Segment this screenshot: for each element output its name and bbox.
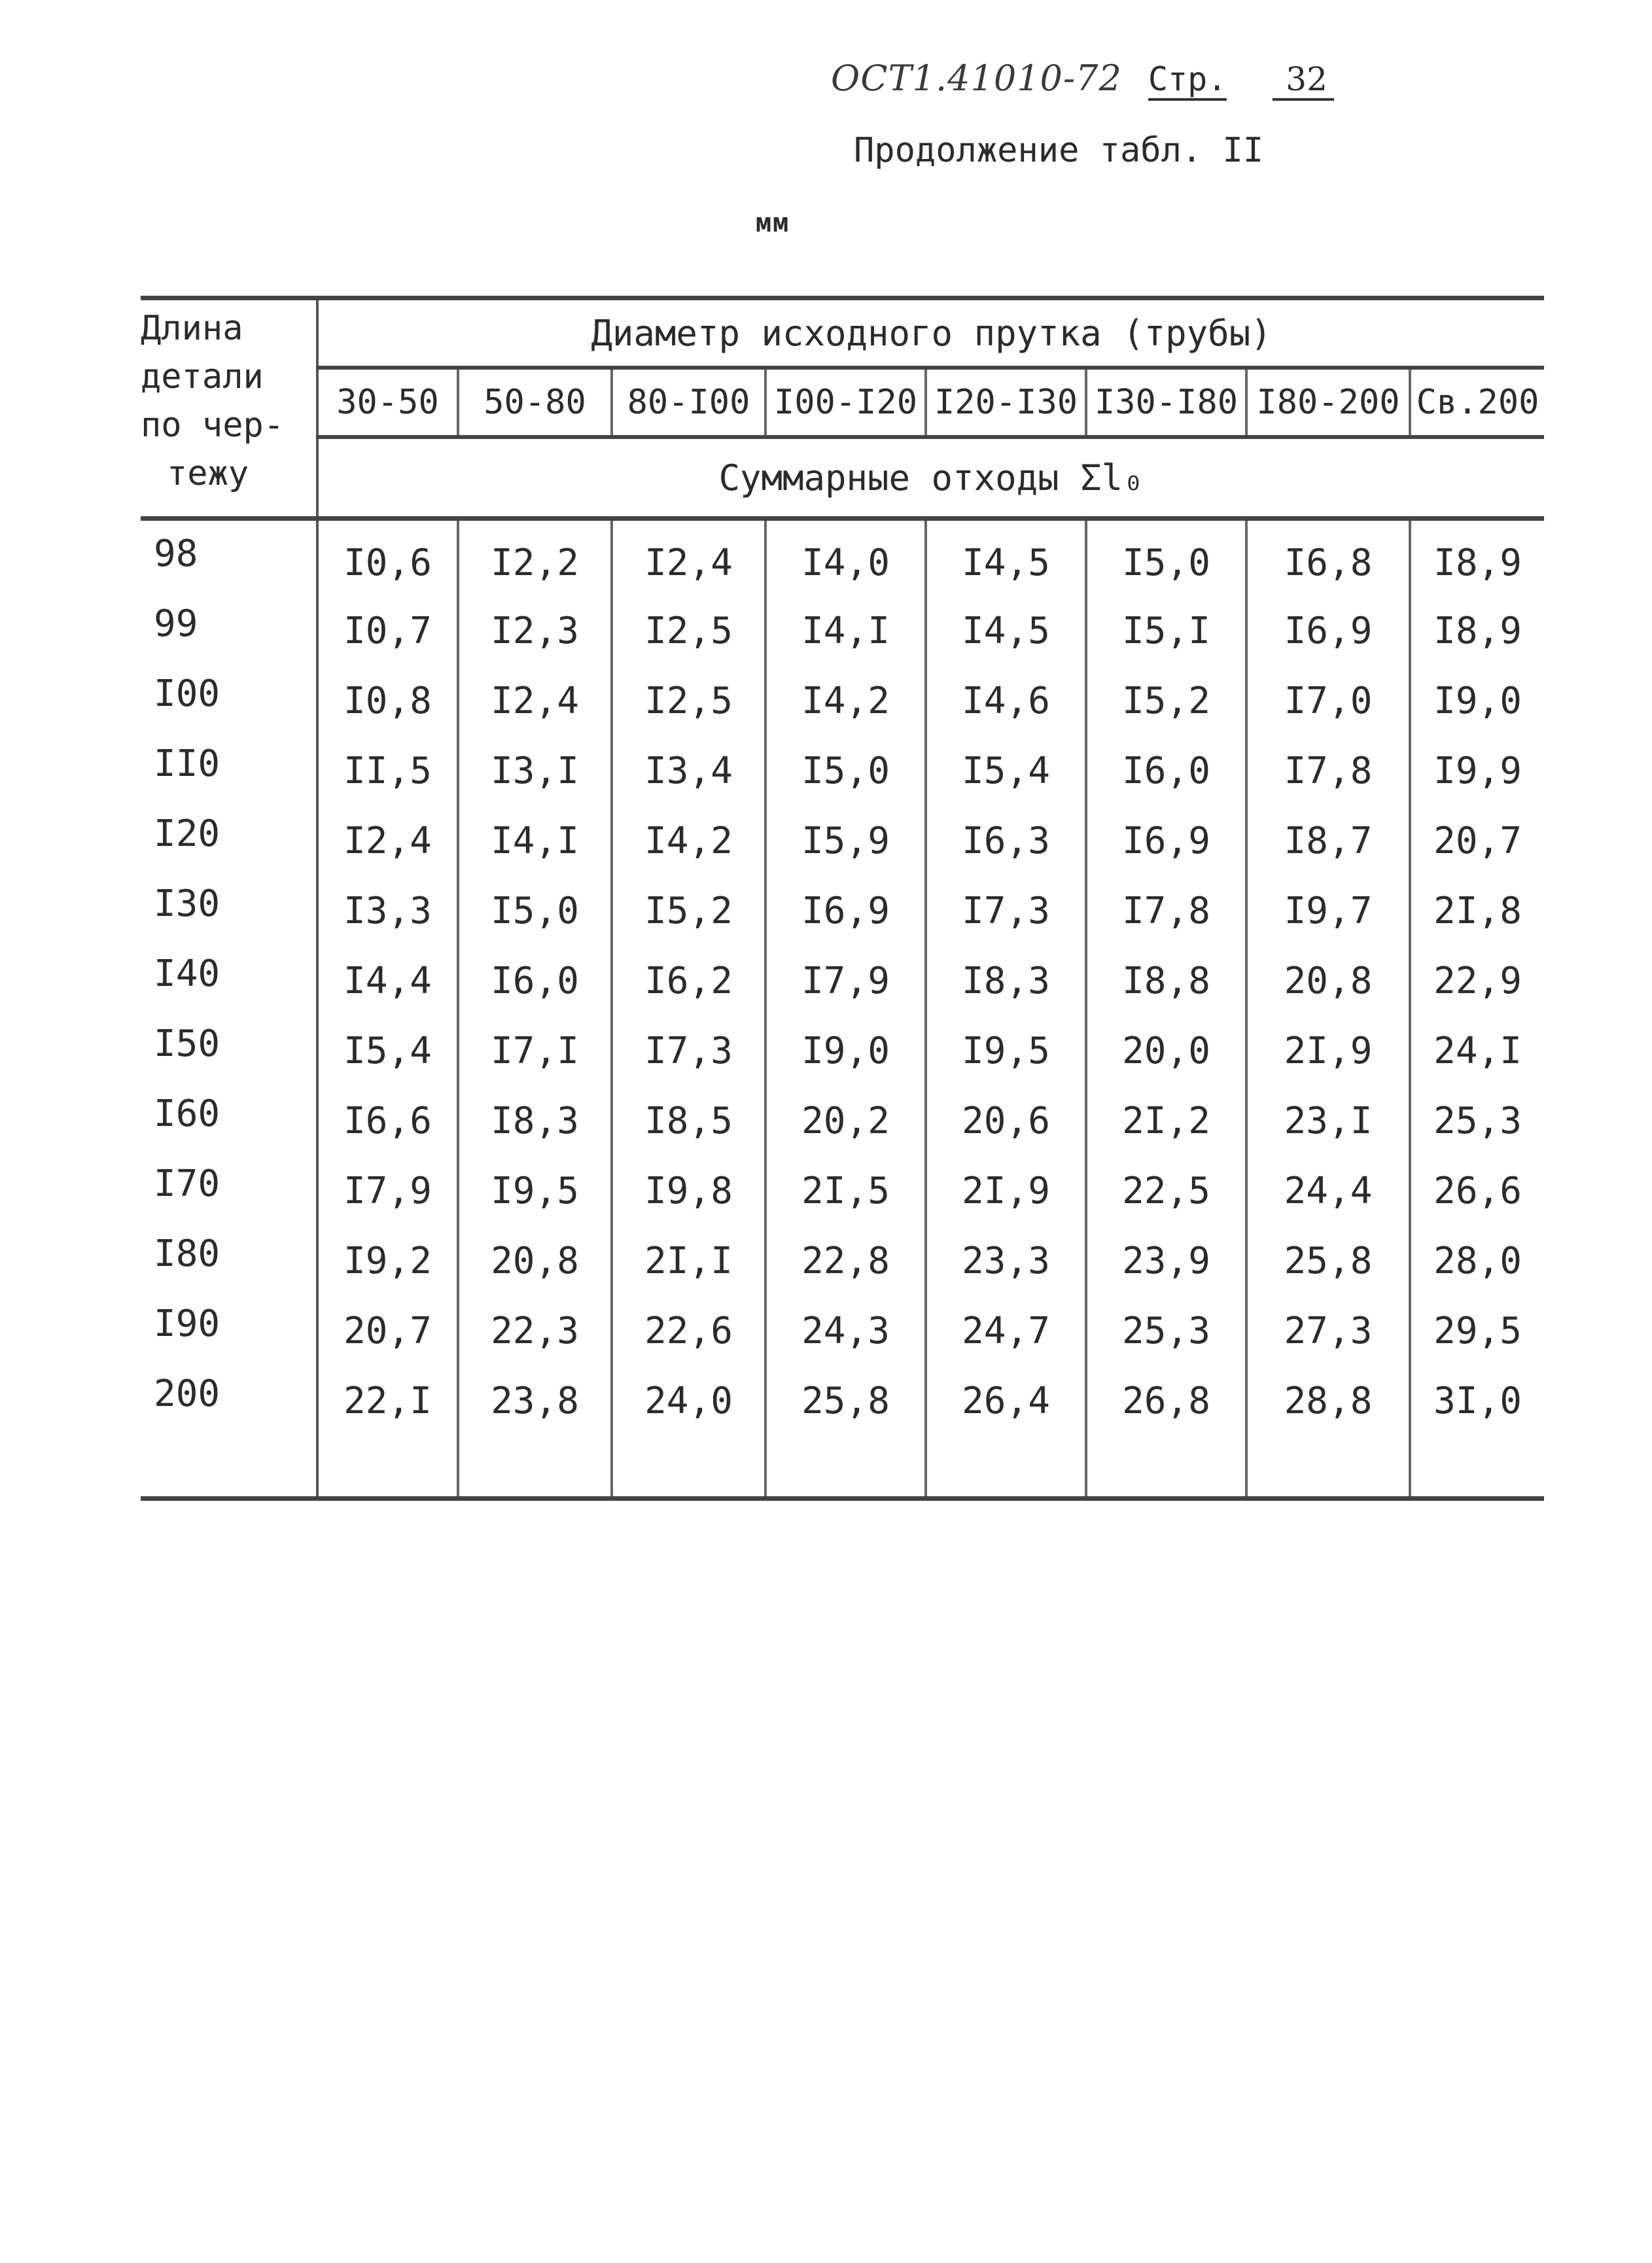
range-header: I80-200: [1246, 368, 1410, 437]
range-header: Св.200: [1410, 368, 1544, 437]
waste-value-cell: 22,I: [317, 1366, 458, 1436]
waste-value-cell: I9,0: [1433, 680, 1522, 722]
waste-value-cell: 24,I: [1433, 1030, 1522, 1072]
waste-value-cell: I7,0: [1246, 666, 1410, 736]
waste-value-cell: I5,I: [1086, 596, 1246, 666]
waste-value-cell: I5,2: [612, 876, 765, 946]
empty-cell: [141, 1436, 317, 1499]
empty-cell: [926, 1436, 1086, 1499]
range-header: I00-I20: [765, 368, 926, 437]
waste-value-cell: I7,8: [1086, 876, 1246, 946]
empty-cell: [765, 1436, 926, 1499]
waste-value-cell: I2,3: [458, 596, 612, 666]
waste-value-cell: I9,9: [1433, 750, 1522, 792]
waste-value-cell: 2I,9: [1246, 1016, 1410, 1086]
empty-cell: [317, 1436, 458, 1499]
part-length-cell: I50: [141, 1016, 317, 1086]
range-header: I20-I30: [926, 368, 1086, 437]
document-code: ОСТ1.41010-72: [831, 58, 1122, 99]
table-row: [141, 1016, 1544, 1086]
waste-value-cell: I2,4: [612, 519, 765, 597]
waste-value-cell: I4,2: [765, 666, 926, 736]
waste-value-cell: 20,2: [765, 1086, 926, 1156]
part-length-cell: I00: [141, 666, 317, 736]
length-header-line: Длина: [141, 309, 243, 348]
waste-value-cell: 2I,9: [926, 1156, 1086, 1226]
waste-value-cell: I2,4: [317, 806, 458, 876]
waste-value-cell: 28,0: [1433, 1240, 1522, 1282]
waste-value-cell: I2,2: [458, 519, 612, 597]
waste-value-cell: 23,3: [926, 1226, 1086, 1296]
total-waste-header: Суммарные отходы Σl₀: [317, 437, 1544, 519]
waste-table-grid: [141, 296, 1544, 1501]
document-header: [831, 58, 1334, 116]
waste-value-cell: I9,8: [612, 1156, 765, 1226]
waste-value-cell: 23,I: [1246, 1086, 1410, 1156]
part-length-cell: I80: [141, 1226, 317, 1296]
waste-value-cell: 26,6: [1433, 1170, 1522, 1212]
waste-value-cell: I0,7: [317, 596, 458, 666]
waste-value-cell: I5,2: [1086, 666, 1246, 736]
length-column-header: [141, 298, 317, 519]
waste-value-cell: 23,8: [458, 1366, 612, 1436]
empty-cell: [612, 1436, 765, 1499]
waste-value-cell: I5,9: [765, 806, 926, 876]
waste-value-cell: I7,8: [1246, 736, 1410, 806]
waste-value-cell: I7,3: [612, 1016, 765, 1086]
waste-value-cell: 26,4: [926, 1366, 1086, 1436]
waste-value-cell: I2,5: [612, 666, 765, 736]
table-row: [141, 1086, 1544, 1156]
waste-value-cell: 28,8: [1246, 1366, 1410, 1436]
waste-value-cell: I6,6: [317, 1086, 458, 1156]
waste-value-cell: I7,9: [765, 946, 926, 1016]
waste-value-cell: I8,5: [612, 1086, 765, 1156]
waste-value-cell: I4,6: [926, 666, 1086, 736]
waste-value-cell: I6,2: [612, 946, 765, 1016]
waste-value-cell: I4,5: [926, 519, 1086, 597]
waste-value-cell: I5,0: [458, 876, 612, 946]
waste-value-cell: 25,3: [1433, 1100, 1522, 1142]
waste-value-cell: 24,4: [1246, 1156, 1410, 1226]
waste-value-cell: I3,3: [317, 876, 458, 946]
waste-value-cell: I6,0: [1086, 736, 1246, 806]
waste-value-cell: I9,5: [458, 1156, 612, 1226]
waste-value-cell: I4,2: [612, 806, 765, 876]
waste-value-cell: I8,3: [458, 1086, 612, 1156]
unit-label: мм: [756, 208, 790, 238]
waste-value-cell: I4,I: [765, 596, 926, 666]
waste-value-cell: 29,5: [1433, 1310, 1522, 1352]
waste-value-cell: 20,8: [1246, 946, 1410, 1016]
waste-value-cell: I8,3: [926, 946, 1086, 1016]
waste-value-cell: I9,0: [765, 1016, 926, 1086]
waste-value-cell: I4,5: [926, 596, 1086, 666]
table-continuation-title: Продолжение табл. II: [854, 131, 1264, 170]
part-length-cell: I90: [141, 1296, 317, 1366]
length-header-line: по чер-: [141, 406, 285, 445]
part-length-cell: I70: [141, 1156, 317, 1226]
range-header: 80-I00: [612, 368, 765, 437]
part-length-cell: I30: [141, 876, 317, 946]
waste-value-cell: I5,4: [317, 1016, 458, 1086]
waste-value-cell: I2,4: [458, 666, 612, 736]
range-header: I30-I80: [1086, 368, 1246, 437]
waste-value-cell: I7,I: [458, 1016, 612, 1086]
waste-value-cell: 26,8: [1086, 1366, 1246, 1436]
waste-value-cell: I6,9: [1246, 596, 1410, 666]
range-header: 50-80: [458, 368, 612, 437]
page-number: 32: [1273, 60, 1334, 101]
table-row: [141, 806, 1544, 876]
waste-value-cell: 22,6: [612, 1296, 765, 1366]
waste-value-cell: I8,7: [1246, 806, 1410, 876]
waste-value-cell: 24,0: [612, 1366, 765, 1436]
waste-value-cell: 20,7: [1433, 820, 1522, 862]
waste-value-cell: 23,9: [1086, 1226, 1246, 1296]
waste-value-cell: II,5: [317, 736, 458, 806]
waste-value-cell: 22,8: [765, 1226, 926, 1296]
part-length-cell: I60: [141, 1086, 317, 1156]
part-length-cell: 99: [141, 596, 317, 666]
length-header-line: тежу: [167, 454, 249, 493]
waste-value-cell: 20,6: [926, 1086, 1086, 1156]
waste-value-cell: I4,4: [317, 946, 458, 1016]
empty-cell: [1246, 1436, 1410, 1499]
waste-value-cell: I4,0: [765, 519, 926, 597]
waste-table: [141, 296, 1544, 1501]
waste-value-cell: I6,3: [926, 806, 1086, 876]
waste-value-cell: 3I,0: [1433, 1380, 1522, 1422]
waste-value-cell: I8,8: [1086, 946, 1246, 1016]
empty-cell: [458, 1436, 612, 1499]
waste-value-cell: I7,9: [317, 1156, 458, 1226]
table-row: [141, 1366, 1544, 1436]
waste-value-cell: I6,9: [765, 876, 926, 946]
page-label: Стр.: [1148, 60, 1227, 101]
waste-value-cell: I7,3: [926, 876, 1086, 946]
waste-value-cell: I8,9: [1433, 610, 1522, 652]
waste-value-cell: 27,3: [1246, 1296, 1410, 1366]
waste-value-cell: I8,9: [1433, 542, 1522, 584]
waste-value-cell: I6,8: [1246, 519, 1410, 597]
waste-value-cell: I5,4: [926, 736, 1086, 806]
part-length-cell: I40: [141, 946, 317, 1016]
waste-value-cell: I0,6: [317, 519, 458, 597]
waste-value-cell: 2I,2: [1086, 1086, 1246, 1156]
empty-cell: [1086, 1436, 1246, 1499]
diameter-header: Диаметр исходного прутка (трубы): [317, 298, 1544, 368]
table-row: [141, 946, 1544, 1016]
table-row: [141, 666, 1544, 736]
waste-value-cell: 24,3: [765, 1296, 926, 1366]
waste-value-cell: I5,0: [765, 736, 926, 806]
waste-value-cell: I9,2: [317, 1226, 458, 1296]
waste-value-cell: 22,5: [1086, 1156, 1246, 1226]
table-row: [141, 596, 1544, 666]
waste-value-cell: I0,8: [317, 666, 458, 736]
waste-value-cell: 20,8: [458, 1226, 612, 1296]
part-length-cell: 98: [141, 519, 317, 597]
waste-value-cell: 25,8: [1246, 1226, 1410, 1296]
waste-value-cell: 20,7: [317, 1296, 458, 1366]
waste-value-cell: 25,3: [1086, 1296, 1246, 1366]
table-row: [141, 1156, 1544, 1226]
part-length-cell: 200: [141, 1366, 317, 1436]
waste-value-cell: 2I,I: [612, 1226, 765, 1296]
empty-cell: [1410, 1436, 1544, 1499]
table-row: [141, 519, 1544, 597]
part-length-cell: I20: [141, 806, 317, 876]
waste-value-cell: I3,I: [458, 736, 612, 806]
table-row: [141, 1296, 1544, 1366]
waste-value-cell: I6,0: [458, 946, 612, 1016]
waste-value-cell: 22,3: [458, 1296, 612, 1366]
waste-value-cell: 25,8: [765, 1366, 926, 1436]
waste-value-cell: 2I,5: [765, 1156, 926, 1226]
table-row: [141, 736, 1544, 806]
waste-value-cell: I6,9: [1086, 806, 1246, 876]
waste-value-cell: I9,7: [1246, 876, 1410, 946]
waste-value-cell: I5,0: [1086, 519, 1246, 597]
waste-value-cell: 2I,8: [1433, 890, 1522, 932]
waste-value-cell: I4,I: [458, 806, 612, 876]
part-length-cell: II0: [141, 736, 317, 806]
range-header: 30-50: [317, 368, 458, 437]
length-header-line: детали: [141, 357, 264, 396]
waste-value-cell: 24,7: [926, 1296, 1086, 1366]
waste-value-cell: I3,4: [612, 736, 765, 806]
table-bottom-rule: [141, 1436, 1544, 1499]
table-row: [141, 1226, 1544, 1296]
waste-value-cell: 22,9: [1433, 960, 1522, 1002]
waste-value-cell: I9,5: [926, 1016, 1086, 1086]
waste-value-cell: 20,0: [1086, 1016, 1246, 1086]
table-row: [141, 876, 1544, 946]
waste-value-cell: I2,5: [612, 596, 765, 666]
